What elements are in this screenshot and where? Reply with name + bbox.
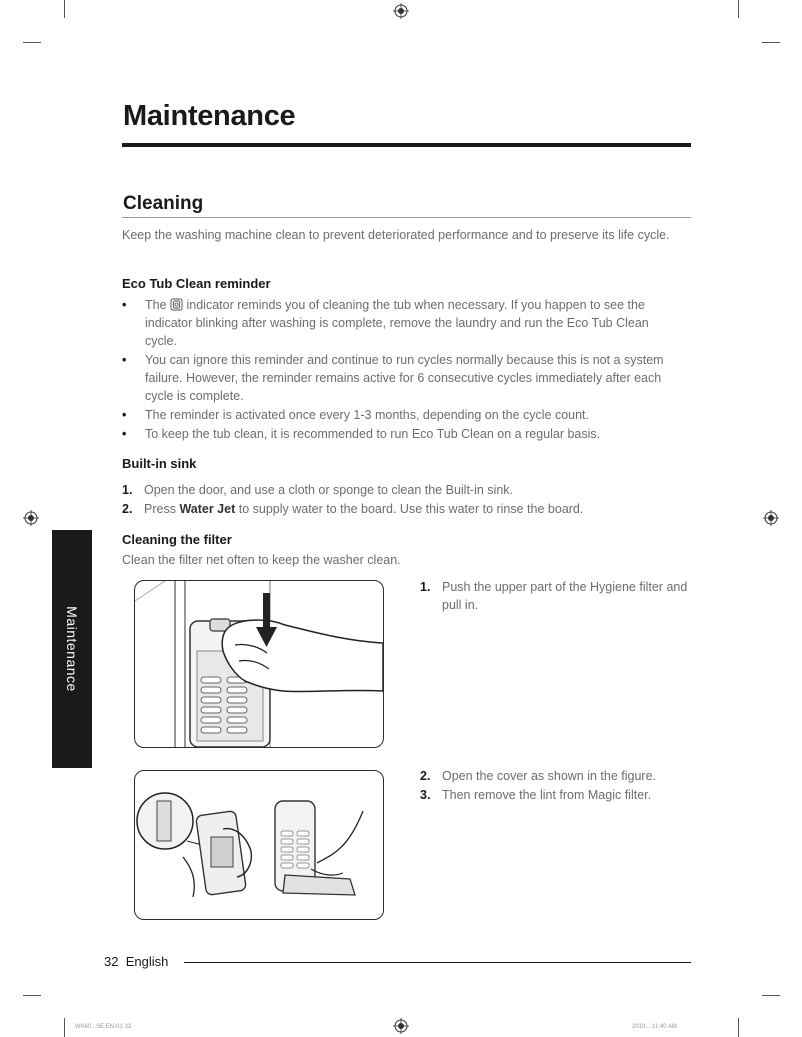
registration-mark-icon (763, 510, 779, 526)
eco-tub-heading: Eco Tub Clean reminder (122, 276, 271, 291)
bullet-text: indicator reminds you of cleaning the tub when necessary. If you happen to see the indicator blinking after washing is complete, remove the laundry and run the Eco Tub Clean cycle. (145, 298, 649, 348)
filter-steps-a (420, 578, 700, 615)
builtin-sink-heading: Built-in sink (122, 456, 197, 471)
crop-mark (64, 0, 65, 18)
page-number: 32 (104, 954, 119, 969)
crop-mark (23, 995, 41, 996)
bullet-text: The (145, 298, 167, 312)
footer-language: English (125, 954, 169, 969)
registration-mark-icon (23, 510, 39, 526)
open-cover-illustration (135, 771, 383, 919)
crop-mark (738, 1018, 739, 1037)
section-intro: Keep the washing machine clean to prevent deteriorated performance and to preserve its life cycle. (122, 228, 670, 242)
crop-mark (64, 1018, 65, 1037)
filter-heading: Cleaning the filter (122, 532, 232, 547)
section-rule (122, 217, 691, 218)
figure-open-cover (134, 770, 384, 920)
step-text: Push the upper part of the Hygiene filter and pull in. (442, 580, 688, 612)
filter-intro: Clean the filter net often to keep the washer clean. (122, 553, 401, 567)
step-text: Then remove the lint from Magic filter. (442, 788, 652, 802)
side-tab-label: Maintenance (64, 606, 81, 692)
section-title: Cleaning (123, 193, 204, 214)
water-jet-label: Water Jet (179, 502, 236, 516)
step-text: to supply water to the board. Use this water to rinse the board. (235, 502, 584, 516)
list-item (420, 767, 700, 785)
list-item: • To keep the tub clean, it is recommended to run Eco Tub Clean on a regular basis. (122, 425, 682, 443)
step-number: 3. (420, 788, 431, 802)
registration-mark-icon (393, 1018, 409, 1034)
crop-mark (23, 42, 41, 43)
eco-tub-bullets (122, 296, 682, 444)
registration-mark-icon (393, 3, 409, 19)
page-title: Maintenance (123, 100, 296, 132)
list-item (122, 481, 692, 499)
footer-rule (184, 962, 691, 963)
step-text: Open the door, and use a cloth or sponge to clean the Built-in sink. (144, 483, 513, 497)
step-text: Open the cover as shown in the figure. (442, 769, 657, 783)
title-rule (122, 143, 691, 147)
list-item: • The reminder is activated once every 1-3 months, depending on the cycle count. (122, 406, 682, 424)
list-item (122, 500, 692, 518)
crop-mark (762, 995, 780, 996)
step-number: 2. (420, 769, 431, 783)
step-number: 1. (420, 580, 431, 594)
print-slug-left: WA60...SE.EN-01 33 (75, 1024, 132, 1030)
print-slug-right: 2019... 11:40 AM (632, 1024, 677, 1030)
push-filter-illustration (135, 581, 383, 747)
filter-steps-b (420, 767, 700, 805)
page-footer (104, 954, 168, 969)
side-section-tab (52, 530, 92, 768)
list-item (420, 578, 700, 614)
list-item (122, 296, 682, 350)
crop-mark (738, 0, 739, 18)
list-item: • You can ignore this reminder and continue to run cycles normally because this is not a system failure. However, the reminder remains active for 6 consecutive cycles immediately after each cycle is complete. (122, 351, 682, 405)
builtin-sink-steps (122, 481, 692, 519)
step-number: 2. (122, 502, 133, 516)
step-text: Press (144, 502, 180, 516)
list-item (420, 786, 700, 804)
crop-mark (762, 42, 780, 43)
eco-tub-indicator-icon (170, 298, 183, 311)
step-number: 1. (122, 483, 133, 497)
figure-push-filter (134, 580, 384, 748)
